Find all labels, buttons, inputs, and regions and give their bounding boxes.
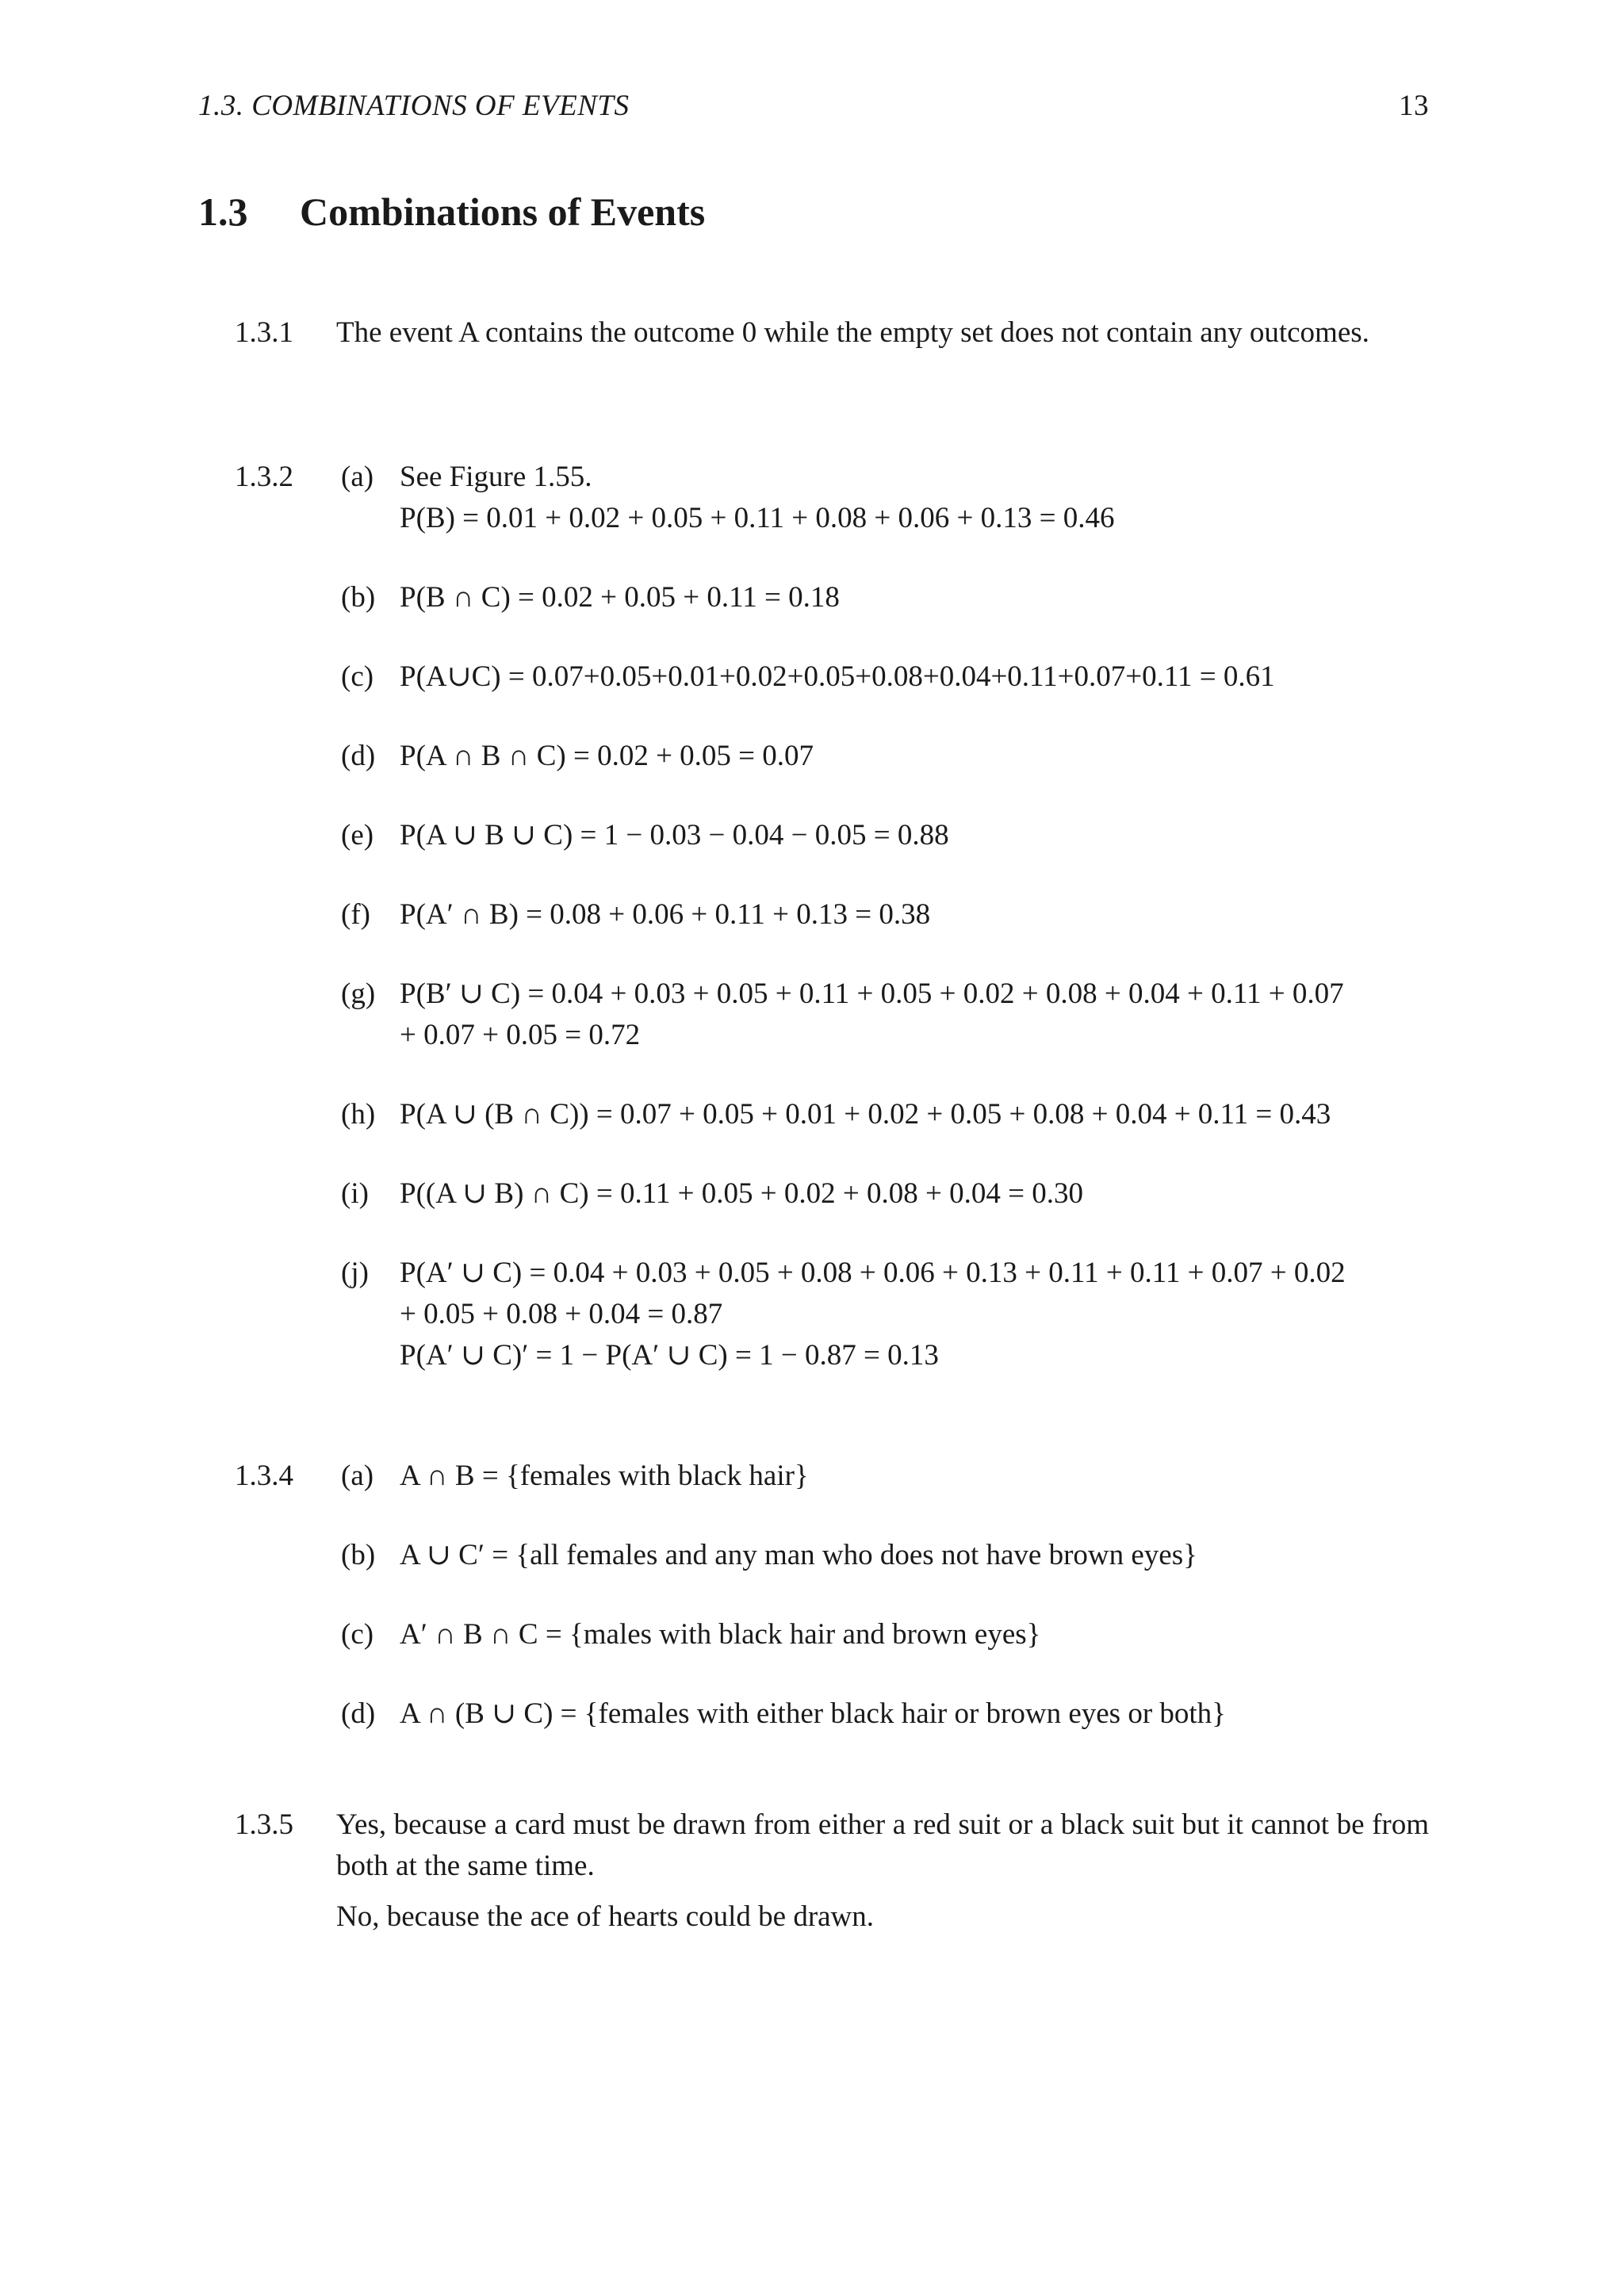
part-i [336, 1173, 1429, 1215]
part-line: P(B ∩ C) = 0.02 + 0.05 + 0.11 = 0.18 [400, 581, 840, 614]
part-a [336, 457, 1429, 539]
part-label: (c) [341, 660, 374, 693]
part-b [336, 577, 1429, 618]
part-line: A ∩ (B ∪ C) = {females with either black hair or brown eyes or both} [400, 1697, 1226, 1730]
problem-number: 1.3.1 [235, 316, 293, 349]
part-label: (b) [341, 581, 376, 614]
part-f [336, 894, 1429, 936]
problem-1-3-2 [198, 457, 1429, 1376]
part-label: (i) [341, 1177, 369, 1210]
part-label: (a) [341, 461, 374, 493]
part-line: P(A′ ∩ B) = 0.08 + 0.06 + 0.11 + 0.13 = 0.38 [400, 898, 931, 931]
part-h [336, 1094, 1429, 1135]
answer-paragraph: No, because the ace of hearts could be drawn. [336, 1900, 875, 1933]
problem-number: 1.3.2 [235, 461, 293, 493]
section-title: Combinations of Events [300, 189, 706, 234]
part-d [336, 736, 1429, 777]
part-label: (g) [341, 978, 376, 1010]
part-line: A ∪ C′ = {all females and any man who does not have brown eyes} [400, 1539, 1197, 1571]
part-b [336, 1535, 1429, 1576]
problem-text [336, 1804, 1429, 1938]
part-line: P(A ∪ B ∪ C) = 1 − 0.03 − 0.04 − 0.05 = 0.88 [400, 819, 949, 851]
running-head [198, 89, 1429, 123]
part-j [336, 1253, 1429, 1376]
part-c [336, 1614, 1429, 1655]
part-e [336, 815, 1429, 856]
part-line: P(A ∩ B ∩ C) = 0.02 + 0.05 = 0.07 [400, 740, 814, 772]
problem-1-3-4 [198, 1456, 1429, 1735]
part-label: (j) [341, 1257, 369, 1289]
part-g [336, 974, 1429, 1056]
part-label: (d) [341, 1697, 376, 1730]
running-head-section: 1.3. COMBINATIONS OF EVENTS [198, 90, 630, 122]
problem-1-3-1 [198, 312, 1429, 354]
problem-number: 1.3.5 [235, 1808, 293, 1841]
page-number: 13 [1399, 90, 1429, 122]
part-a [336, 1456, 1429, 1497]
part-c [336, 656, 1429, 698]
answer-paragraph: Yes, because a card must be drawn from either a red suit or a black suit but it cannot be from both at the same time. [336, 1808, 1429, 1882]
part-line: A ∩ B = {females with black hair} [400, 1460, 809, 1492]
part-label: (f) [341, 898, 370, 931]
section-number: 1.3 [198, 189, 248, 234]
part-label: (e) [341, 819, 374, 851]
part-line: + 0.05 + 0.08 + 0.04 = 0.87 [400, 1298, 723, 1330]
part-label: (a) [341, 1460, 374, 1492]
part-d [336, 1693, 1429, 1735]
problem-text: The event A contains the outcome 0 while the empty set does not contain any outcomes. [336, 316, 1369, 349]
part-label: (c) [341, 1618, 374, 1651]
part-line: P(A ∪ (B ∩ C)) = 0.07 + 0.05 + 0.01 + 0.02 + 0.05 + 0.08 + 0.04 + 0.11 = 0.43 [400, 1098, 1331, 1131]
part-line: P(A∪C) = 0.07+0.05+0.01+0.02+0.05+0.08+0.04+0.11+0.07+0.11 = 0.61 [400, 660, 1275, 693]
part-label: (d) [341, 740, 376, 772]
part-line: See Figure 1.55. [400, 461, 592, 493]
problem-number: 1.3.4 [235, 1460, 293, 1492]
part-line: P(A′ ∪ C)′ = 1 − P(A′ ∪ C) = 1 − 0.87 = 0.13 [400, 1339, 939, 1372]
part-label: (b) [341, 1539, 376, 1571]
part-line: A′ ∩ B ∩ C = {males with black hair and brown eyes} [400, 1618, 1041, 1651]
part-line: + 0.07 + 0.05 = 0.72 [400, 1019, 641, 1051]
part-line: P((A ∪ B) ∩ C) = 0.11 + 0.05 + 0.02 + 0.08 + 0.04 = 0.30 [400, 1177, 1083, 1210]
problem-1-3-5 [198, 1804, 1429, 1938]
section-heading [198, 189, 705, 235]
part-line: P(A′ ∪ C) = 0.04 + 0.03 + 0.05 + 0.08 + 0.06 + 0.13 + 0.11 + 0.11 + 0.07 + 0.02 [400, 1257, 1346, 1289]
part-label: (h) [341, 1098, 376, 1131]
part-line: P(B′ ∪ C) = 0.04 + 0.03 + 0.05 + 0.11 + 0.05 + 0.02 + 0.08 + 0.04 + 0.11 + 0.07 [400, 978, 1344, 1010]
part-line: P(B) = 0.01 + 0.02 + 0.05 + 0.11 + 0.08 + 0.06 + 0.13 = 0.46 [400, 502, 1115, 534]
